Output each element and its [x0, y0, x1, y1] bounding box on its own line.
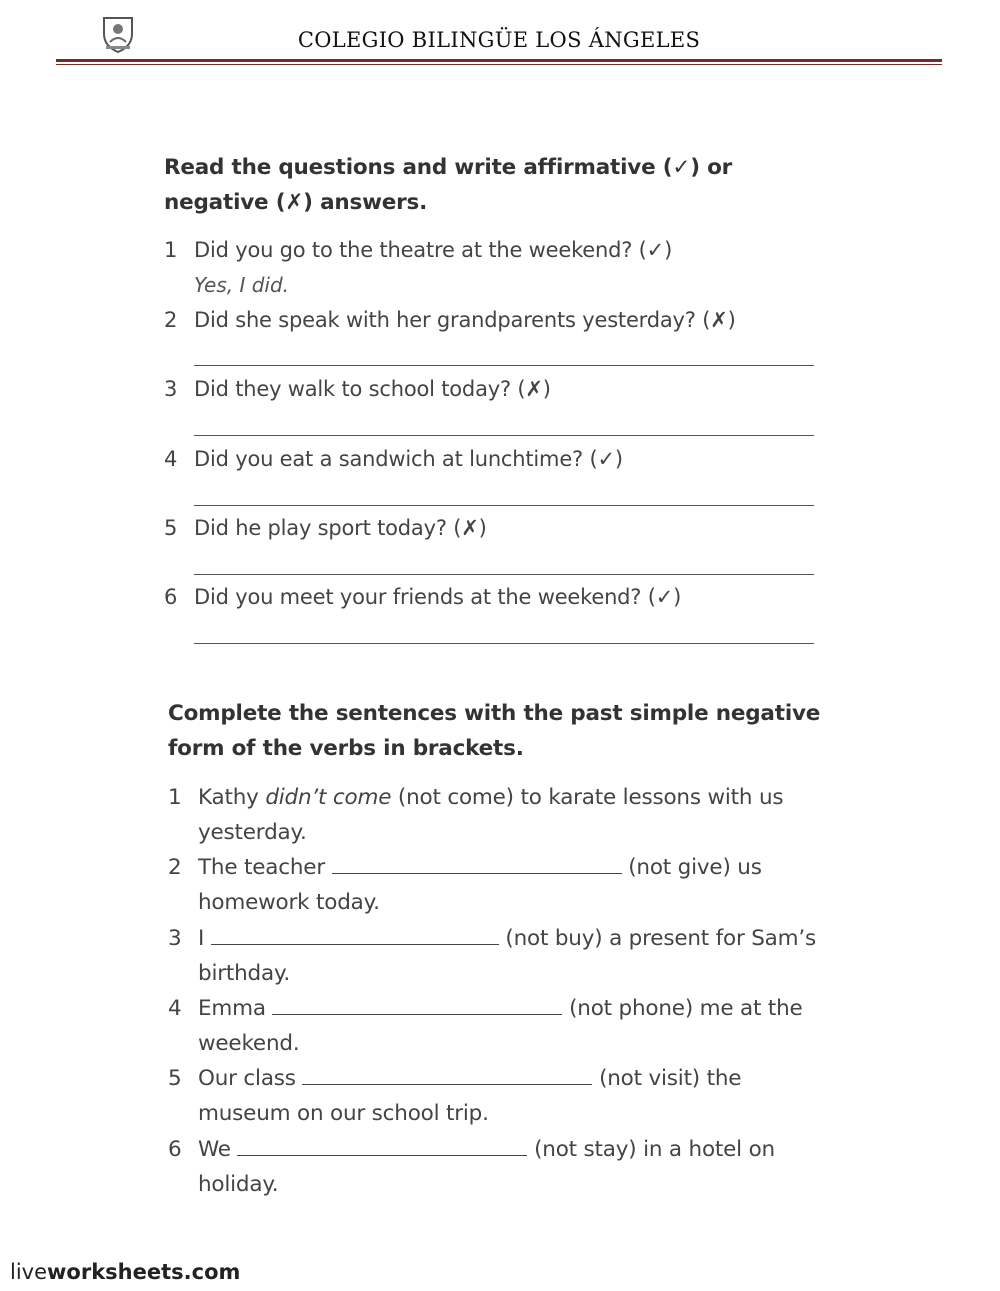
answer-line-6[interactable] [194, 643, 814, 644]
blank-3[interactable] [211, 926, 499, 945]
blank-4[interactable] [272, 996, 562, 1015]
header-rule-thin [56, 64, 942, 65]
exercise2-instruction: Complete the sentences with the past simple negative form of the verbs in brackets. [168, 701, 821, 761]
header-rule [56, 59, 942, 62]
example-answer-2: didn’t come [265, 785, 392, 810]
liveworksheets-logo[interactable]: liveworksheets.com [10, 1260, 241, 1284]
blank-5[interactable] [302, 1066, 592, 1085]
example-answer: Yes, I did. [194, 273, 290, 297]
answer-line-3[interactable] [194, 435, 814, 436]
answer-line-5[interactable] [194, 574, 814, 575]
blank-2[interactable] [332, 855, 622, 874]
answer-line-2[interactable] [194, 365, 814, 366]
exercise1-instruction: Read the questions and write affirmative (✓) or negative (✗) answers. [164, 155, 733, 215]
blank-6[interactable] [237, 1137, 527, 1156]
school-name: COLEGIO BILINGÜE LOS ÁNGELES [297, 28, 701, 52]
answer-line-4[interactable] [194, 505, 814, 506]
page-header [56, 0, 942, 70]
